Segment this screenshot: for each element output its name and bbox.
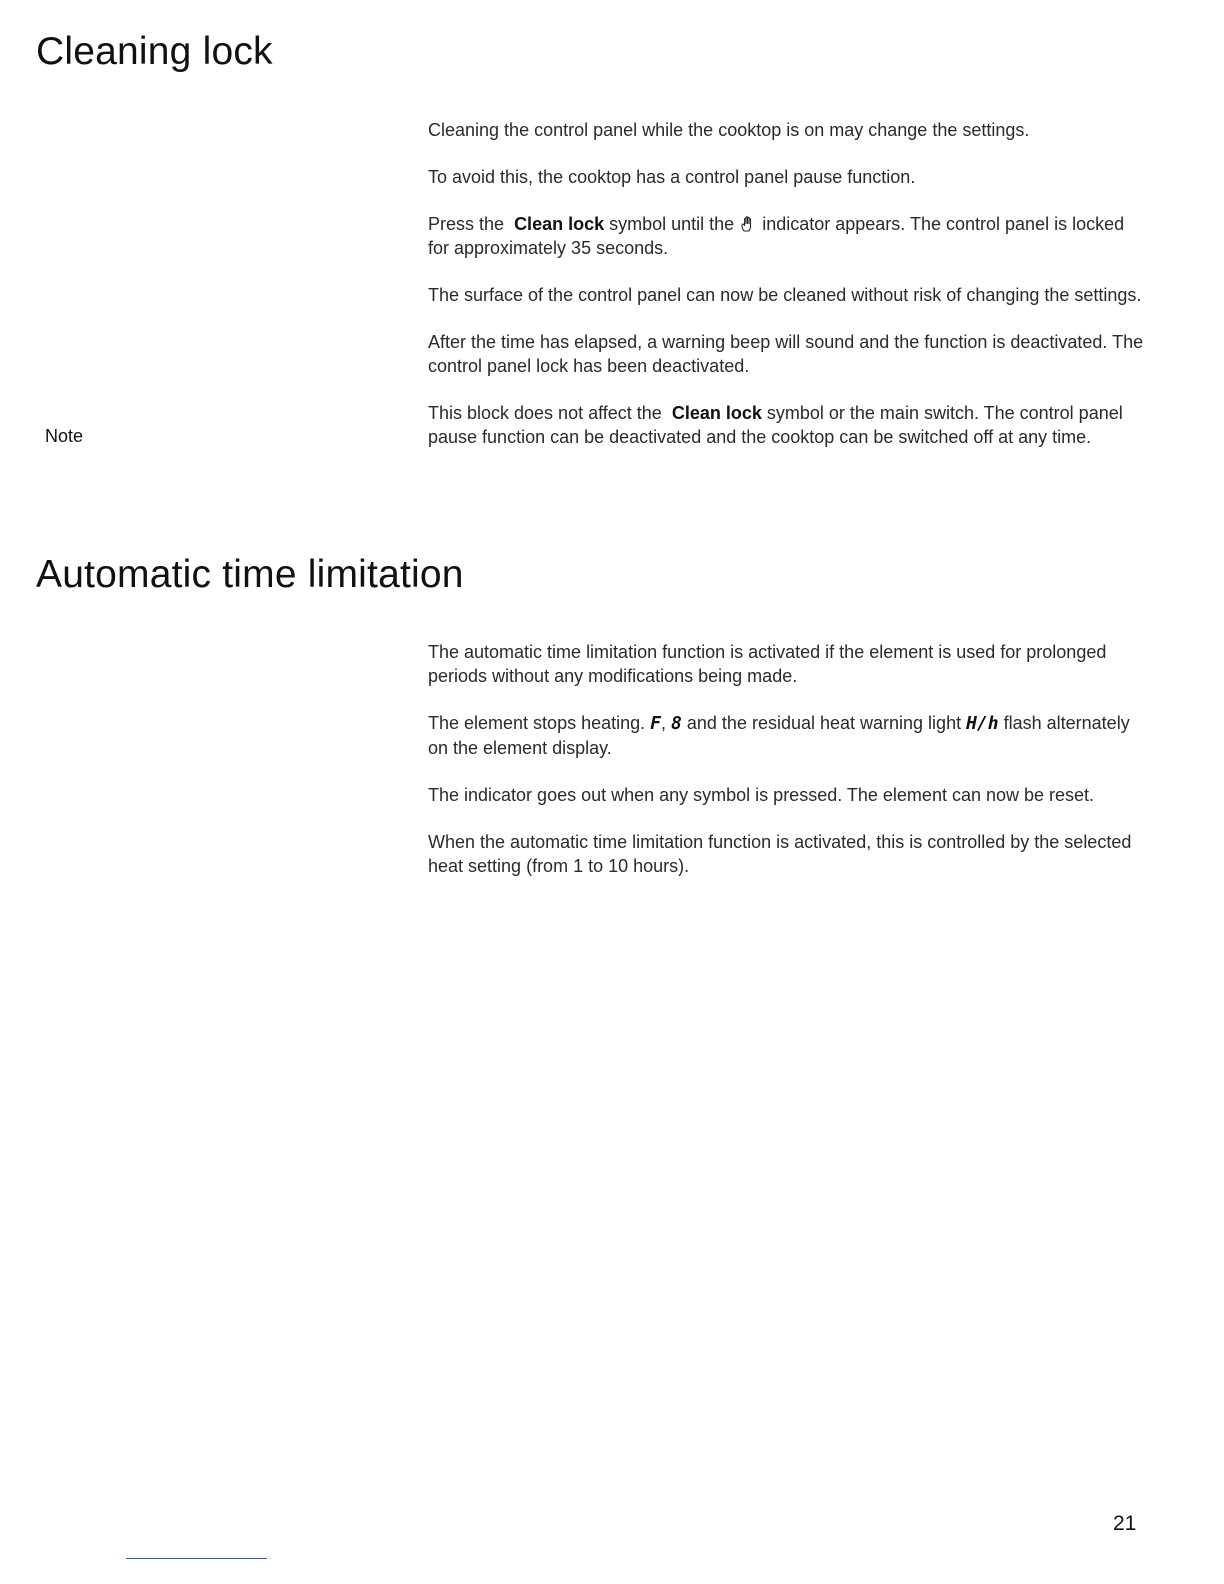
text: symbol or the main switch. The control panel pause function can be deactivated and the cooktop can be switched off at any time.	[428, 403, 1123, 447]
cleaning-lock-body	[428, 118, 1148, 472]
paragraph: To avoid this, the cooktop has a control panel pause function.	[428, 167, 916, 187]
paragraph: The indicator goes out when any symbol is pressed. The element can now be reset.	[428, 785, 1095, 805]
section-title-automatic-time-limitation: Automatic time limitation	[36, 553, 464, 596]
page-number: 21	[1113, 1512, 1137, 1535]
paragraph	[428, 711, 1148, 760]
text: This block does not affect the	[428, 403, 662, 423]
automatic-time-limitation-body	[428, 640, 1148, 901]
display-symbol-8: 8	[671, 713, 682, 734]
text: The element stops heating.	[428, 713, 646, 733]
paragraph: When the automatic time limitation function is activated, this is controlled by the selected heat setting (from 1 to 10 hours).	[428, 832, 1132, 876]
paragraph: Cleaning the control panel while the cooktop is on may change the settings.	[428, 120, 1030, 140]
paragraph	[428, 212, 1148, 260]
text: Press the	[428, 214, 505, 234]
section-title-cleaning-lock: Cleaning lock	[36, 30, 273, 73]
display-symbol-h: H/h	[966, 713, 999, 734]
hand-icon	[739, 215, 757, 233]
text: indicator appears. The control panel is locked for approximately 35 seconds.	[428, 214, 1125, 258]
clean-lock-label: Clean lock	[671, 403, 762, 423]
footer-rule	[126, 1558, 267, 1559]
clean-lock-label: Clean lock	[514, 214, 605, 234]
text: ,	[661, 713, 667, 733]
paragraph: The surface of the control panel can now be cleaned without risk of changing the settings.	[428, 285, 1142, 305]
text: and the residual heat warning light	[686, 713, 962, 733]
text: symbol until the	[609, 214, 735, 234]
note-label: Note	[45, 426, 84, 446]
paragraph: The automatic time limitation function is activated if the element is used for prolonged periods without any modifications being made.	[428, 642, 1107, 686]
paragraph: After the time has elapsed, a warning beep will sound and the function is deactivated. The control panel lock has been deactivated.	[428, 332, 1144, 376]
text: flash alternately on the element display.	[428, 713, 1130, 758]
display-symbol-f: F	[650, 713, 661, 734]
note-paragraph	[428, 401, 1148, 449]
